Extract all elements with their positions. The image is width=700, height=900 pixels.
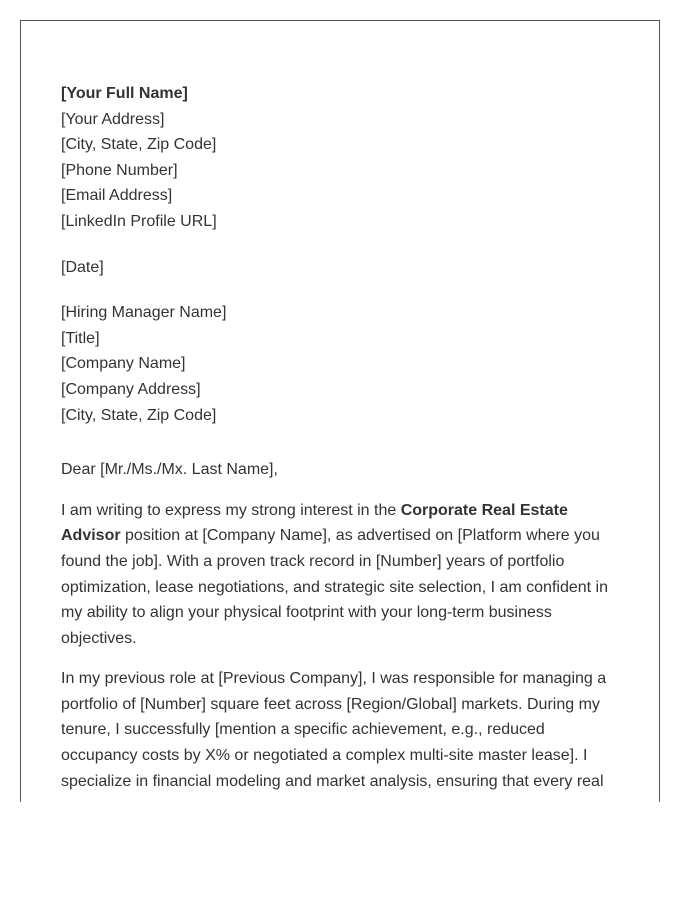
paragraph-1-intro: I am writing to express my strong interest in the <box>61 501 401 519</box>
sender-phone: [Phone Number] <box>61 161 178 179</box>
recipient-block <box>61 300 621 428</box>
paragraph-1 <box>61 498 621 652</box>
recipient-address: [Company Address] <box>61 380 201 398</box>
date-block <box>61 255 621 281</box>
sender-block <box>61 81 621 235</box>
letter-date: [Date] <box>61 258 104 276</box>
recipient-company: [Company Name] <box>61 355 186 373</box>
job-title-bold: Corporate Real Estate Advisor <box>61 501 568 545</box>
sender-address: [Your Address] <box>61 110 165 128</box>
recipient-title: [Title] <box>61 329 100 347</box>
sender-name: [Your Full Name] <box>61 85 188 102</box>
paragraph-1-rest: position at [Company Name], as advertised on [Platform where you found the job]. With a proven track record in [Number] years of portfolio optimization, lease negotiations, and strategic site selection, I am confident in my ability to align your physical footprint with your long-term business objectives. <box>61 527 608 647</box>
recipient-name: [Hiring Manager Name] <box>61 304 227 322</box>
paragraph-2: In my previous role at [Previous Company], I was responsible for managing a portfolio of [Number] square feet across [Region/Global] markets. During my tenure, I successfully [mention a specific achievement, e.g., reduced occupancy costs by X% or negotiated a complex multi-site master lease]. I specialize in financial modeling and market analysis, ensuring that every real <box>61 670 607 790</box>
sender-linkedin: [LinkedIn Profile URL] <box>61 212 217 230</box>
sender-city-state-zip: [City, State, Zip Code] <box>61 136 217 154</box>
letter-content <box>61 81 621 794</box>
recipient-city-state-zip: [City, State, Zip Code] <box>61 406 217 424</box>
salutation: Dear [Mr./Ms./Mx. Last Name], <box>61 461 278 479</box>
letter-page <box>20 20 660 802</box>
sender-email: [Email Address] <box>61 187 173 205</box>
